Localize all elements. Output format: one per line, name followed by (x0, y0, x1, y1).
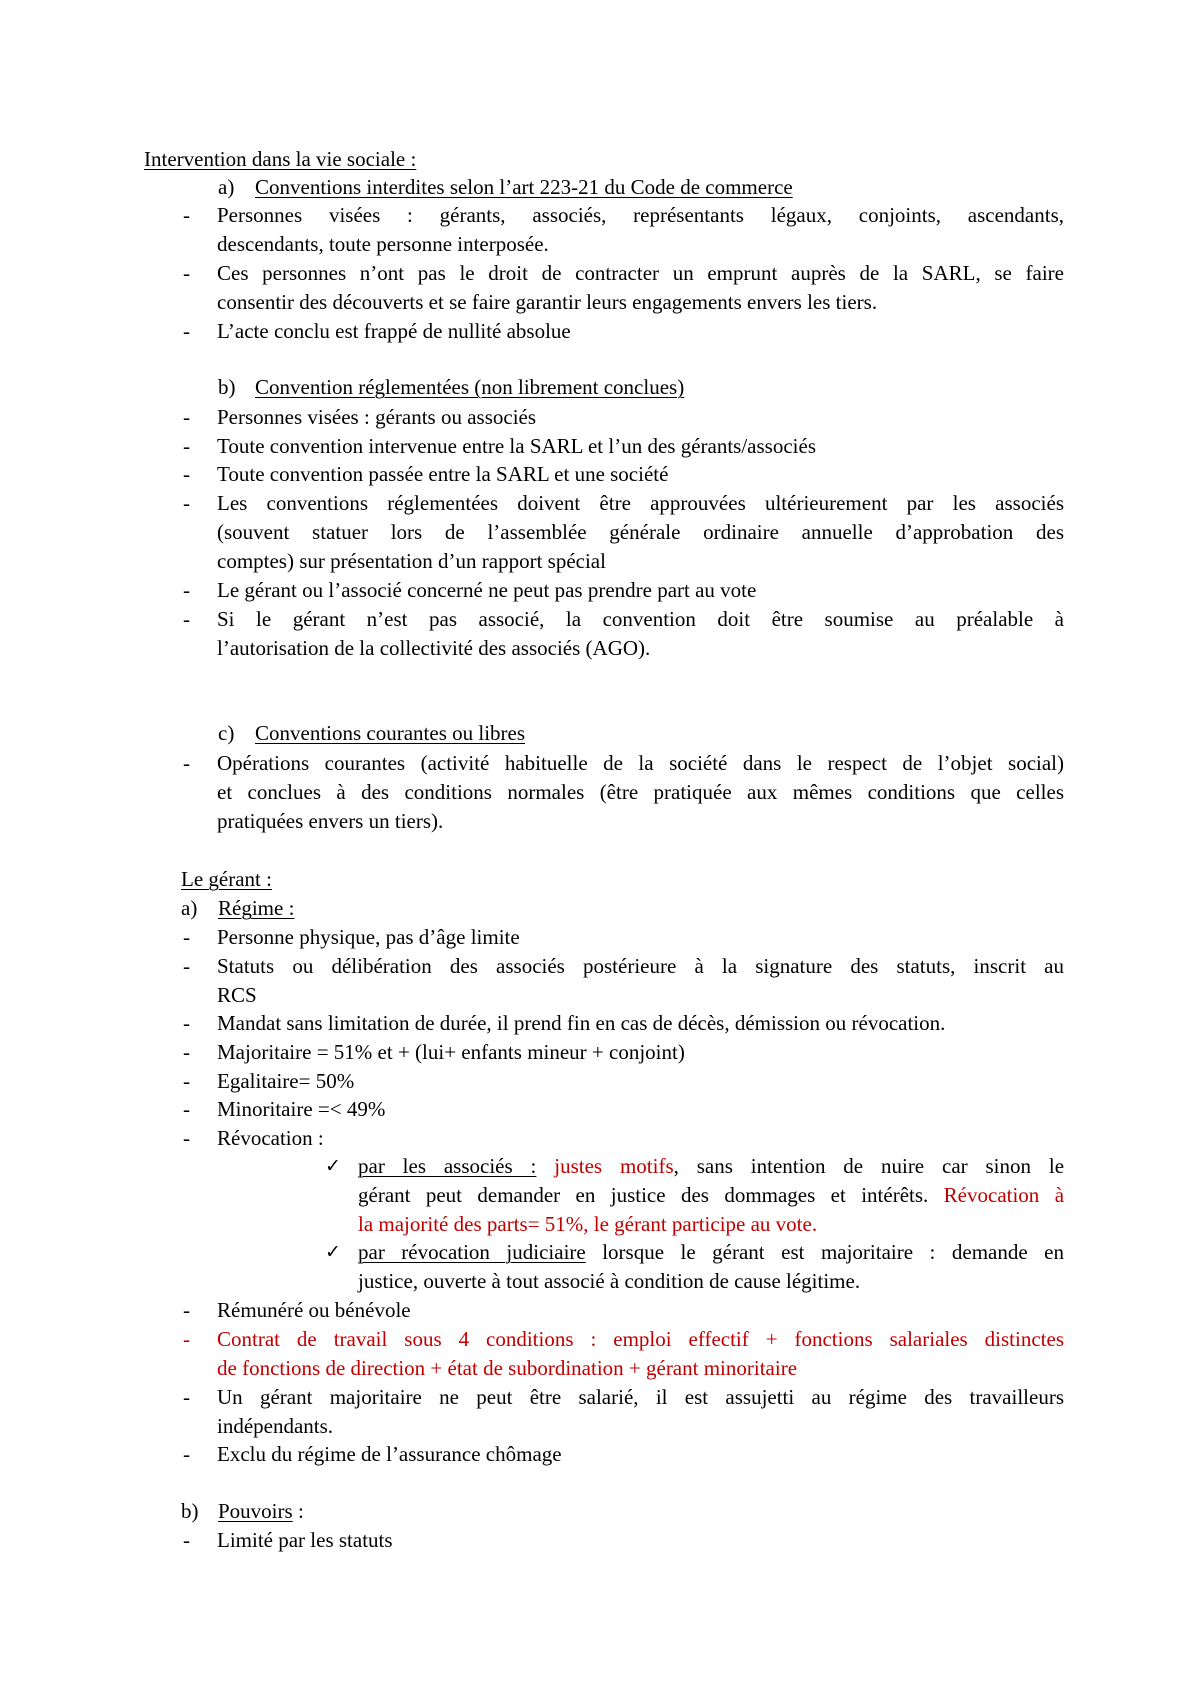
list-letter: b) (218, 375, 236, 399)
bullet-dash: - (183, 925, 190, 949)
list-item: Egalitaire= 50% (217, 1069, 355, 1093)
bullet-dash: - (183, 1327, 190, 1351)
list-item: Exclu du régime de l’assurance chômage (217, 1442, 562, 1466)
bullet-dash: - (183, 1442, 190, 1466)
subheading-conventions-reglementees: Convention réglementées (non librement conclues) (255, 375, 685, 399)
bullet-dash: - (183, 491, 190, 515)
list-item: Statuts ou délibération des associés postérieure à la signature des statuts, inscrit au RCS (217, 954, 1064, 1007)
list-item: Majoritaire = 51% et + (lui+ enfants mineur + conjoint) (217, 1040, 685, 1064)
checkmark-icon: ✓ (325, 1241, 341, 1263)
bullet-dash: - (183, 203, 190, 227)
bullet-dash: - (183, 405, 190, 429)
list-letter: c) (218, 721, 235, 745)
list-item: Ces personnes n’ont pas le droit de contracter un emprunt auprès de la SARL, se faire consentir des découverts et se faire garantir leurs engagements envers les tiers. (217, 261, 1064, 314)
bullet-dash: - (183, 751, 190, 775)
list-item: Personne physique, pas d’âge limite (217, 925, 520, 949)
list-item: Opérations courantes (activité habituelle de la société dans le respect de l’objet social) et conclues à des conditions normales (être pratiquée aux mêmes conditions que celles pratiquées envers un tiers). (217, 751, 1064, 833)
bullet-dash: - (183, 462, 190, 486)
sub-list-item-revocation-associes: par les associés : justes motifs, sans intention de nuire car sinon le gérant peut demander en justice des dommages et intérêts. Révocation à la majorité des parts= 51%, le gérant participe au vote. (358, 1154, 1065, 1236)
list-item: Toute convention passée entre la SARL et une société (217, 462, 669, 486)
list-item: Les conventions réglementées doivent être approuvées ultérieurement par les associés (souvent statuer lors de l’assemblée générale ordinaire annuelle d’approbation des comptes) sur présentation d’un rapport spécial (217, 491, 1064, 573)
list-item: Le gérant ou l’associé concerné ne peut pas prendre part au vote (217, 578, 757, 602)
section-title-le-gerant: Le gérant : (181, 867, 272, 891)
subheading-pouvoirs: Pouvoirs : (218, 1499, 304, 1523)
bullet-dash: - (183, 1040, 190, 1064)
list-item: Limité par les statuts (217, 1528, 393, 1552)
checkmark-icon: ✓ (325, 1155, 341, 1177)
list-item: Si le gérant n’est pas associé, la convention doit être soumise au préalable à l’autorisation de la collectivité des associés (AGO). (217, 607, 1064, 660)
list-item: Toute convention intervenue entre la SARL et l’un des gérants/associés (217, 434, 816, 458)
subheading-regime: Régime : (218, 896, 295, 920)
list-item: Un gérant majoritaire ne peut être salarié, il est assujetti au régime des travailleurs indépendants. (217, 1385, 1064, 1438)
bullet-dash: - (183, 261, 190, 285)
list-item: Personnes visées : gérants ou associés (217, 405, 537, 429)
list-item: Mandat sans limitation de durée, il prend fin en cas de décès, démission ou révocation. (217, 1011, 946, 1035)
bullet-dash: - (183, 1097, 190, 1121)
bullet-dash: - (183, 319, 190, 343)
bullet-dash: - (183, 1069, 190, 1093)
bullet-dash: - (183, 434, 190, 458)
section-title-intervention: Intervention dans la vie sociale : (144, 147, 417, 171)
list-item: Rémunéré ou bénévole (217, 1298, 411, 1322)
list-item-contrat-de-travail: Contrat de travail sous 4 conditions : emploi effectif + fonctions salariales distinctes de fonctions de direction + état de subordination + gérant minoritaire (217, 1327, 1064, 1380)
subheading-conventions-interdites: Conventions interdites selon l’art 223-21 du Code de commerce (255, 175, 793, 199)
bullet-dash: - (183, 1126, 190, 1150)
bullet-dash: - (183, 1385, 190, 1409)
list-letter: a) (181, 896, 198, 920)
list-item: Personnes visées : gérants, associés, représentants légaux, conjoints, ascendants, descendants, toute personne interposée. (217, 203, 1064, 256)
list-item: L’acte conclu est frappé de nullité absolue (217, 319, 571, 343)
list-item: Minoritaire =< 49% (217, 1097, 386, 1121)
bullet-dash: - (183, 1528, 190, 1552)
sub-list-item-revocation-judiciaire: par révocation judiciaire lorsque le gérant est majoritaire : demande en justice, ouverte à tout associé à condition de cause légitime. (358, 1240, 1064, 1293)
bullet-dash: - (183, 607, 190, 631)
list-item: Révocation : (217, 1126, 324, 1150)
bullet-dash: - (183, 578, 190, 602)
bullet-dash: - (183, 1298, 190, 1322)
subheading-conventions-courantes: Conventions courantes ou libres (255, 721, 526, 745)
list-letter: a) (218, 175, 235, 199)
bullet-dash: - (183, 954, 190, 978)
list-letter: b) (181, 1499, 199, 1523)
bullet-dash: - (183, 1011, 190, 1035)
